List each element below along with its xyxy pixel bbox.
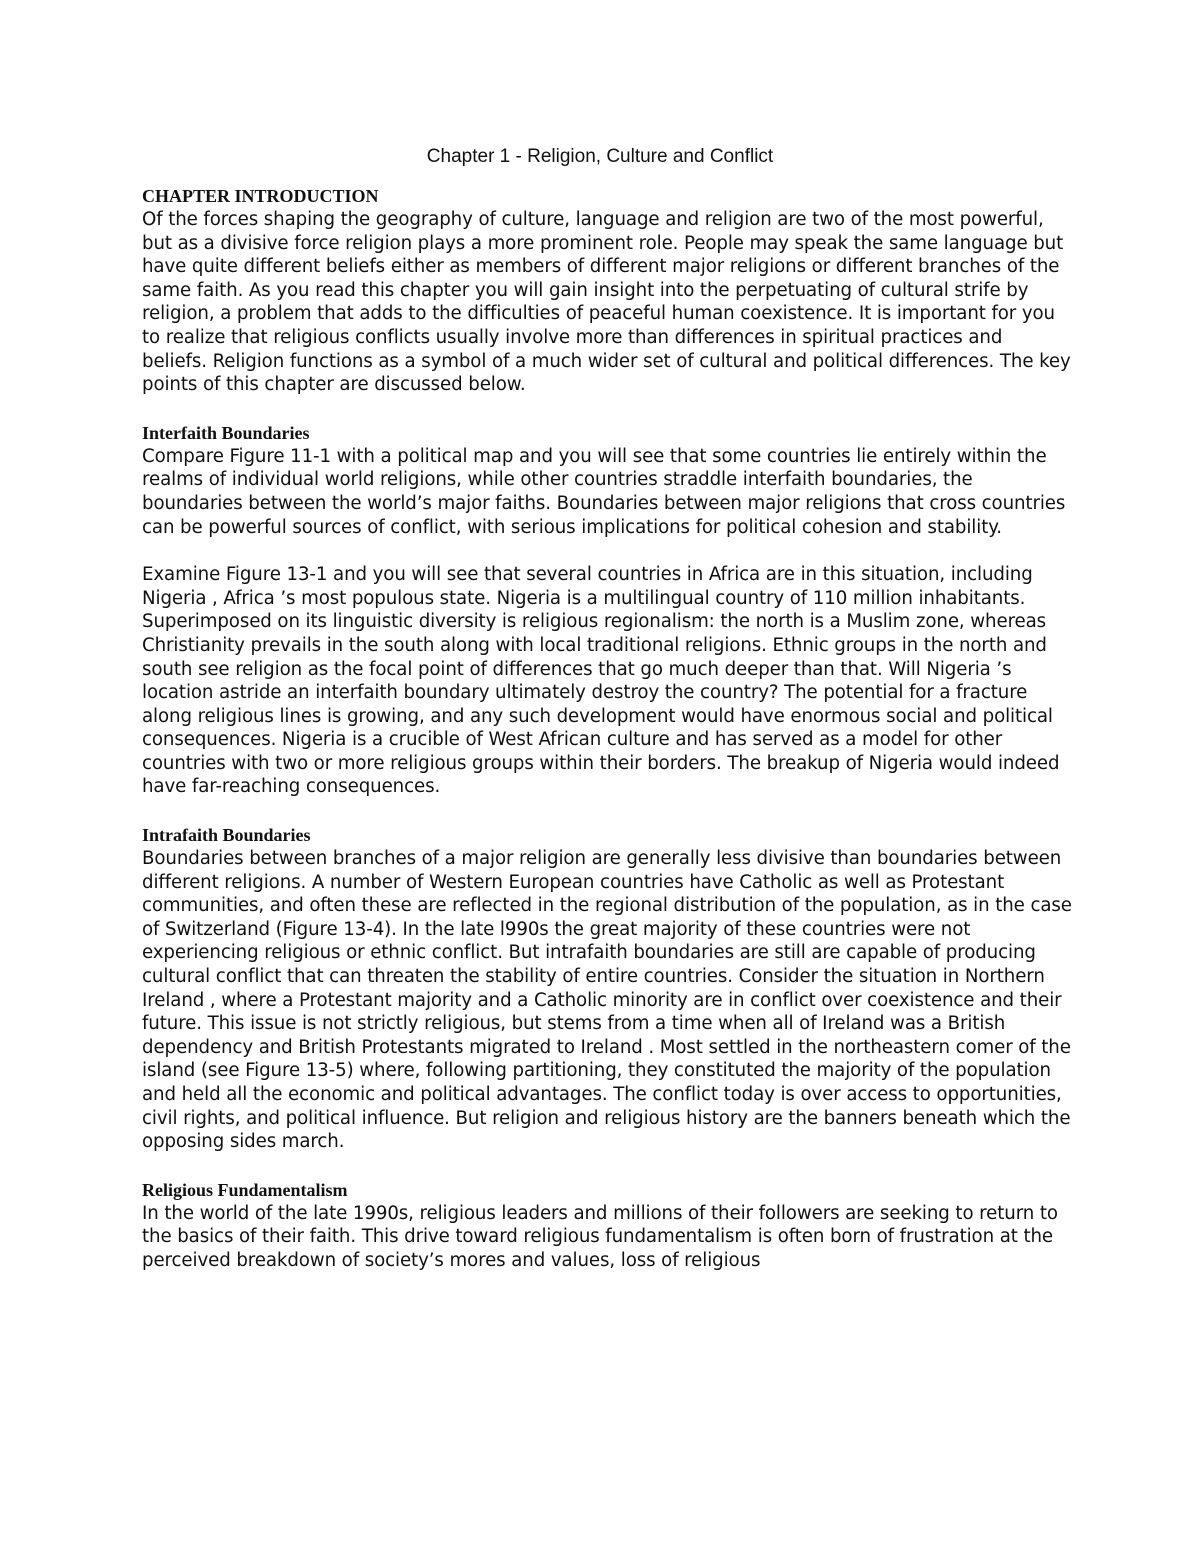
section-interfaith-boundaries (142, 421, 1072, 799)
section-heading: Religious Fundamentalism (142, 1179, 348, 1200)
paragraph: In the world of the late 1990s, religious leaders and millions of their followers are seeking to return to the basics of their faith. This drive toward religious fundamentalism is often born of frustration at the perceived breakdown of society’s mores and values, loss of religious (142, 1202, 1058, 1271)
spacer (142, 397, 1072, 421)
document-body (142, 184, 1072, 1273)
spacer (142, 1154, 1072, 1178)
spacer (142, 539, 1072, 563)
section-heading: CHAPTER INTRODUCTION (142, 186, 379, 206)
section-heading: Intrafaith Boundaries (142, 825, 311, 846)
section-chapter-introduction (142, 184, 1072, 397)
paragraph: Compare Figure 11-1 with a political map and you will see that some countries lie entirely within the realms of individual world religions, while other countries straddle interfaith boundaries, the boundaries between the world’s major faiths. Boundaries between major religions that cross countries can be powerful sources of conflict, with serious implications for political cohesion and stability. (142, 445, 1066, 538)
spacer (142, 799, 1072, 823)
paragraph: Boundaries between branches of a major religion are generally less divisive than boundaries between different religions. A number of Western European countries have Catholic as well as Protestant communities, and often these are reflected in the regional distribution of the population, as in the case of Switzerland (Figure 13-4). In the late l990s the great majority of these countries were not experiencing religious or ethnic conflict. But intrafaith boundaries are still are capable of producing cultural conflict that can threaten the stability of entire countries. Consider the situation in Northern Ireland , where a Protestant majority and a Catholic minority are in conflict over coexistence and their future. This issue is not strictly religious, but stems from a time when all of Ireland was a British dependency and British Protestants migrated to Ireland . Most settled in the northeastern comer of the island (see Figure 13-5) where, following partitioning, they constituted the majority of the population and held all the economic and political advantages. The conflict today is over access to opportunities, civil rights, and political influence. But religion and religious history are the banners beneath which the opposing sides march. (142, 848, 1072, 1153)
section-intrafaith-boundaries (142, 823, 1072, 1154)
paragraph: Examine Figure 13-1 and you will see that several countries in Africa are in this situation, including Nigeria , Africa ’s most populous state. Nigeria is a multilingual country of 110 million inhabitants. Superimposed on its linguistic diversity is religious regionalism: the north is a Muslim zone, whereas Christianity prevails in the south along with local traditional religions. Ethnic groups in the north and south see religion as the focal point of differences that go much deeper than that. Will Nigeria ’s location astride an interfaith boundary ultimately destroy the country? The potential for a fracture along religious lines is growing, and any such development would have enormous social and political consequences. Nigeria is a crucible of West African culture and has served as a model for other countries with two or more religious groups within their borders. The breakup of Nigeria would indeed have far-reaching consequences. (142, 564, 1060, 798)
section-heading: Interfaith Boundaries (142, 422, 310, 443)
section-religious-fundamentalism (142, 1178, 1072, 1273)
paragraph: Of the forces shaping the geography of culture, language and religion are two of the most powerful, but as a divisive force religion plays a more prominent role. People may speak the same language but have quite different beliefs either as members of different major religions or different branches of the same faith. As you read this chapter you will gain insight into the perpetuating of cultural strife by religion, a problem that adds to the difficulties of peaceful human coexistence. It is important for you to realize that religious conflicts usually involve more than differences in spiritual practices and beliefs. Religion functions as a symbol of a much wider set of cultural and political differences. The key points of this chapter are discussed below. (142, 209, 1071, 396)
chapter-title: Chapter 1 - Religion, Culture and Conflict (426, 146, 774, 167)
